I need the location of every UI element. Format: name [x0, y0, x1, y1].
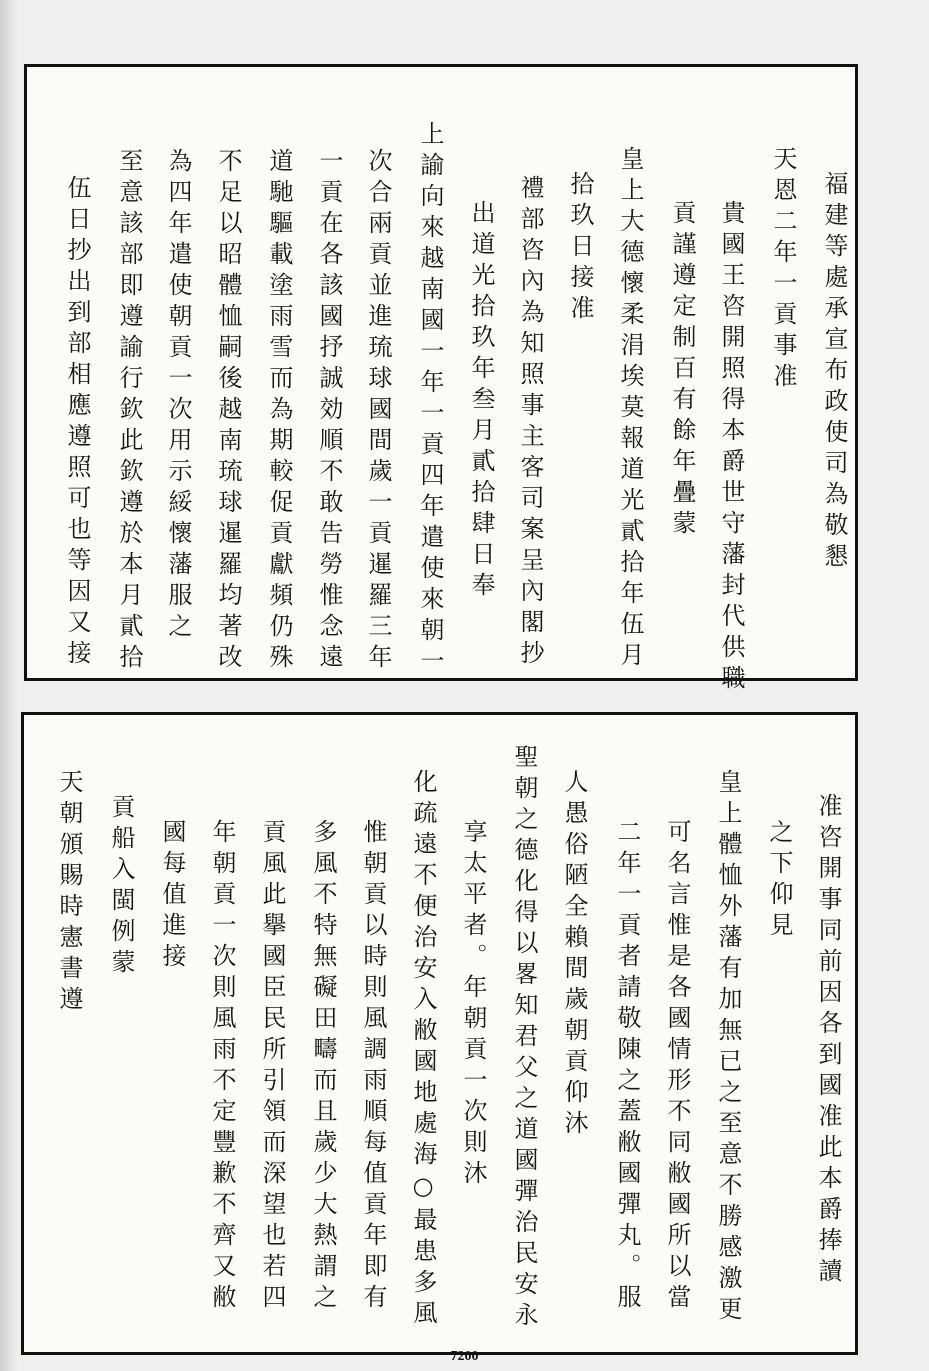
text-column: 人愚俗陋全賴間歲朝貢仰沐: [560, 769, 588, 1141]
text-column: 上諭向來越南國一年一貢四年遣使來朝一: [416, 121, 444, 679]
text-column: 二年一貢者請敬陳之蓋敝國彈丸。服: [613, 819, 641, 1315]
bottom-document-panel: [21, 712, 858, 1355]
text-column: 道馳驅載塗雨雪而為期較促貢獻頻仍殊: [265, 148, 293, 675]
text-column: 惟朝貢以時則風調雨順每值貢年即有: [359, 819, 387, 1315]
text-column: 至意該部即遵諭行欽此欽遵於本月貳拾: [115, 148, 143, 675]
text-column: 天恩二年一貢事准: [769, 146, 797, 394]
text-column: 化疏遠不便治安入敝國地處海○最患多風: [409, 769, 437, 1331]
text-column: 國每值進接: [158, 819, 186, 974]
text-column: 准咨開事同前因各到國准此本爵捧讀: [814, 793, 842, 1289]
text-column: 享太平者。年朝貢一次則沐: [459, 819, 487, 1191]
text-column: 拾玖日接准: [566, 171, 594, 326]
text-column: 年朝貢一次則風雨不定豐歉不齊又敝: [208, 819, 236, 1315]
text-column: 出道光拾玖年叁月貳拾肆日奉: [467, 200, 495, 603]
text-column: 皇上體恤外藩有加無已之至意不勝感激更: [714, 769, 742, 1327]
text-column: 伍日抄出到部相應遵照可也等因又接: [63, 175, 91, 671]
top-document-panel: [24, 64, 858, 696]
text-column: 貴國王咨開照得本爵世守藩封代供職: [717, 200, 745, 696]
text-column: 次合兩貢並進琉球國間歲一貢暹羅三年: [364, 148, 392, 675]
text-column: 貢船入閩例蒙: [107, 794, 135, 980]
text-column: 福建等處承宣布政使司為敬懇: [820, 171, 848, 574]
text-column: 皇上大德懷柔涓埃莫報道光貳拾年伍月: [616, 146, 644, 673]
text-column: 可名言惟是各國情形不同敝國所以當: [663, 819, 691, 1315]
text-column: 貢謹遵定制百有餘年疊蒙: [668, 200, 696, 541]
page-number: 7200: [450, 1349, 479, 1364]
scan-edge-shadow: [0, 0, 18, 1371]
text-column: 天朝頒賜時憲書遵: [55, 769, 83, 1017]
text-column: 聖朝之德化得以畧知君父之道國彈治民安永: [510, 744, 538, 1333]
text-column: 為四年遣使朝貢一次用示綏懷藩服之: [164, 148, 192, 644]
text-column: 之下仰見: [765, 819, 793, 943]
text-column: 禮部咨內為知照事主客司案呈內閣抄: [516, 175, 544, 671]
text-column: 貢風此擧國臣民所引領而深望也若四: [258, 819, 286, 1315]
text-column: 一貢在各該國抒誠効順不敢告勞惟念遠: [315, 148, 343, 675]
text-column: 不足以昭體恤嗣後越南琉球暹羅均著改: [214, 148, 242, 675]
text-column: 多風不特無礙田疇而且歲少大熱謂之: [309, 819, 337, 1315]
